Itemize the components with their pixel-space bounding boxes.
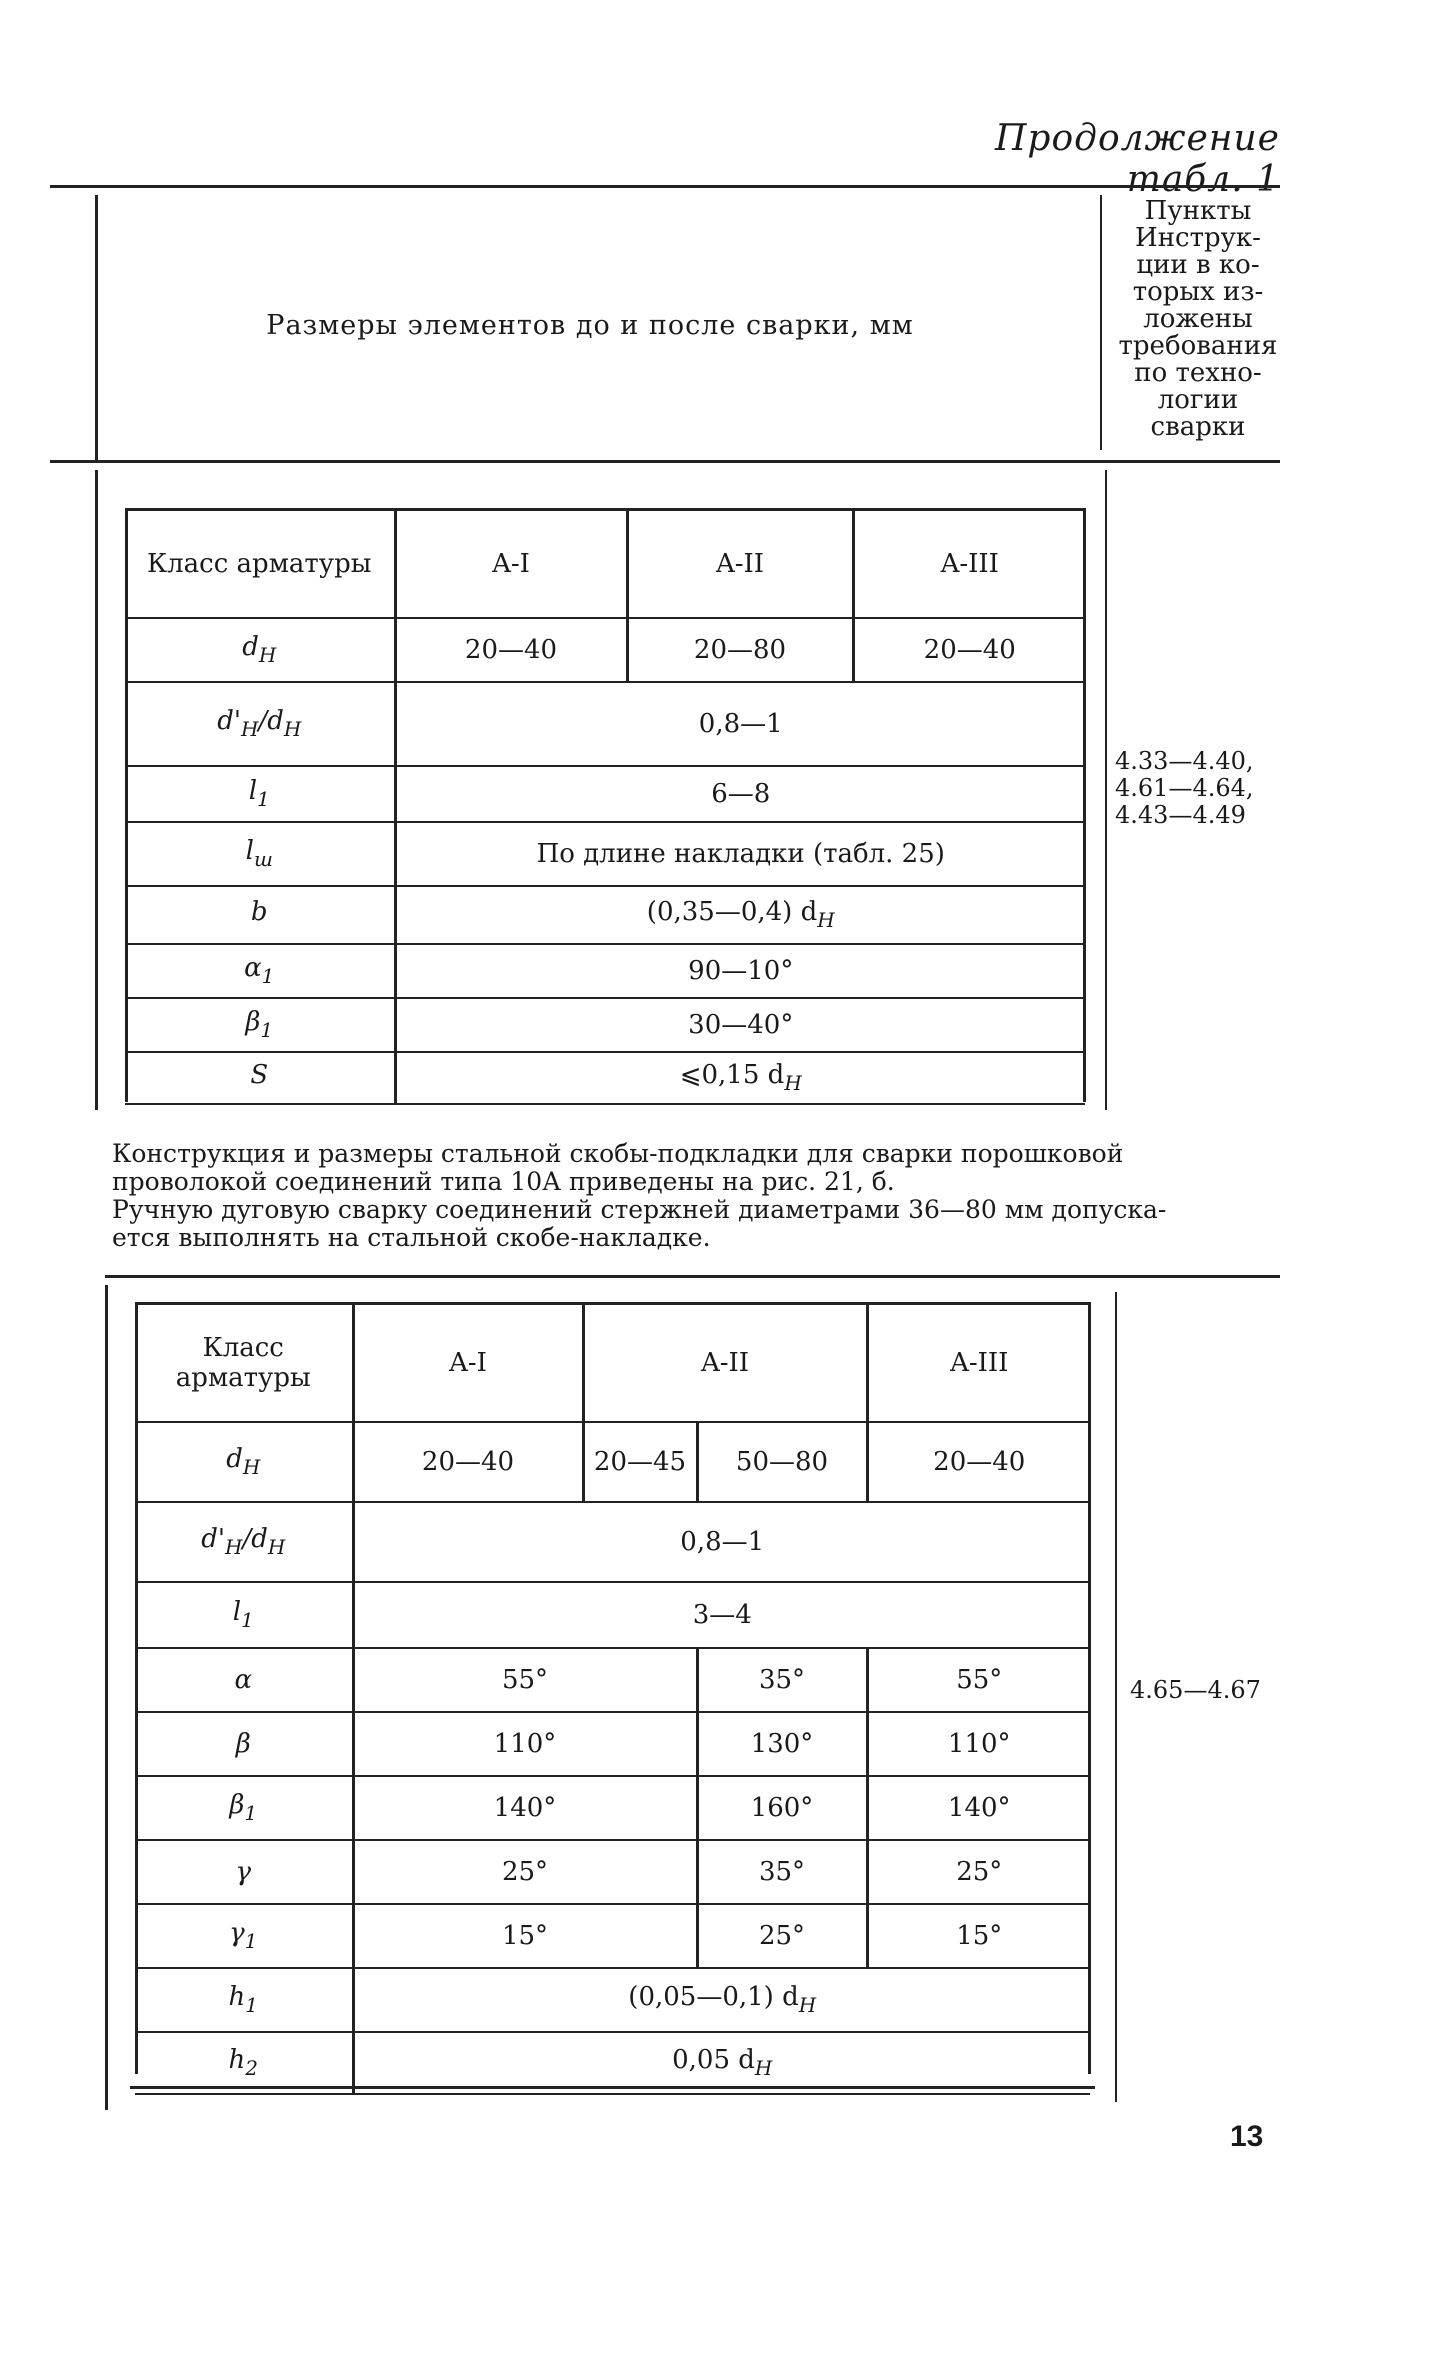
table2-right-border: [1088, 1302, 1091, 2074]
row-label: $l_1$: [135, 1582, 353, 1648]
row-label: $d'_Н/d_Н$: [125, 682, 395, 766]
table2-points: 4.65—4.67: [1130, 1676, 1261, 1704]
cell: 50—80: [697, 1422, 867, 1502]
header-cell: A-III: [867, 1304, 1090, 1422]
cell: По длине накладки (табл. 25): [395, 822, 1085, 886]
row-label: β: [135, 1712, 353, 1776]
section1-left-border: [95, 470, 98, 1110]
row-label: $h_2$: [135, 2032, 353, 2094]
row-label: $\alpha_1$: [125, 944, 395, 998]
top-rule: [50, 185, 1280, 188]
cell: 20—40: [853, 618, 1085, 682]
row-label: $\gamma_1$: [135, 1904, 353, 1968]
cell: 110°: [353, 1712, 697, 1776]
cell: 130°: [697, 1712, 867, 1776]
table1: [125, 508, 1085, 1105]
table-row: [135, 1840, 1090, 1904]
cell: 55°: [867, 1648, 1090, 1712]
header-side-divider: [1100, 195, 1102, 450]
header-cell: A-I: [395, 510, 627, 618]
row-label: b: [125, 886, 395, 944]
cell: 25°: [697, 1904, 867, 1968]
table-row: [125, 886, 1085, 944]
page-number: 13: [1230, 2120, 1264, 2153]
cell: 20—45: [583, 1422, 697, 1502]
table1-left-border: [125, 508, 128, 1102]
cell: 0,8—1: [395, 682, 1085, 766]
text-line: Ручную дуговую сварку соединений стержней диаметрами 36—80 мм допуска-: [112, 1195, 1167, 1224]
row-label: $d'_Н/d_Н$: [135, 1502, 353, 1582]
cell: 3—4: [353, 1582, 1090, 1648]
cell: 160°: [697, 1776, 867, 1840]
header-cell: A-II: [583, 1304, 867, 1422]
table-row: [135, 1904, 1090, 1968]
cell: 6—8: [395, 766, 1085, 822]
text-line: Конструкция и размеры стальной скобы-подкладки для сварки порошковой: [112, 1139, 1124, 1168]
table-row: [125, 944, 1085, 998]
table-row: [135, 1776, 1090, 1840]
row-label: $d_Н$: [125, 618, 395, 682]
table2-left-border: [135, 1302, 138, 2074]
side-line: ложены: [1143, 304, 1253, 334]
row-label: $l_ш$: [125, 822, 395, 886]
row-label: $l_1$: [125, 766, 395, 822]
cell: 20—80: [627, 618, 853, 682]
body-paragraph: [112, 1140, 1282, 1252]
table-row: [135, 1582, 1090, 1648]
header-cell: Класс арматуры: [125, 510, 395, 618]
continuation-title: Продолжение табл. 1: [995, 118, 1280, 200]
row-label: γ: [135, 1840, 353, 1904]
row-label: $\beta_1$: [135, 1776, 353, 1840]
row-label: $h_1$: [135, 1968, 353, 2032]
cell: 55°: [353, 1648, 697, 1712]
header-side-column: [1108, 198, 1288, 441]
cell: 20—40: [867, 1422, 1090, 1502]
cell: 15°: [867, 1904, 1090, 1968]
header-cell: Класс арматуры: [135, 1304, 353, 1422]
side-line: ции в ко-: [1136, 250, 1260, 280]
header-cell: A-II: [627, 510, 853, 618]
cell: (0,05—0,1) $d_Н$: [353, 1968, 1090, 2032]
text-line: ется выполнять на стальной скобе-накладке.: [112, 1223, 711, 1252]
table-row: [135, 2032, 1090, 2094]
text-line: проволокой соединений типа 10А приведены на рис. 21, б.: [112, 1167, 895, 1196]
cell: 0,05 $d_Н$: [353, 2032, 1090, 2094]
cell: 140°: [867, 1776, 1090, 1840]
table2: [135, 1302, 1090, 2095]
header-bottom-rule: [50, 460, 1280, 463]
header-cell: A-III: [853, 510, 1085, 618]
header-cell: A-I: [353, 1304, 583, 1422]
header-left-border: [95, 195, 98, 460]
table-row: [135, 1648, 1090, 1712]
header-main-column: Размеры элементов до и после сварки, мм: [266, 310, 914, 341]
cell: 110°: [867, 1712, 1090, 1776]
cell: 25°: [867, 1840, 1090, 1904]
cell: 90—10°: [395, 944, 1085, 998]
cell: 30—40°: [395, 998, 1085, 1052]
table1-header-row: [125, 510, 1085, 618]
side-line: Инструк-: [1135, 223, 1261, 253]
table-row: [125, 618, 1085, 682]
table2-header-row: [135, 1304, 1090, 1422]
table-row: [125, 682, 1085, 766]
section1-side-divider: [1105, 470, 1107, 1110]
table1-right-border: [1083, 508, 1086, 1102]
table-row: [135, 1422, 1090, 1502]
row-label: $d_Н$: [135, 1422, 353, 1502]
section2-top-rule: [105, 1275, 1280, 1278]
table-row: [125, 822, 1085, 886]
row-label: S: [125, 1052, 395, 1104]
table-row: [125, 766, 1085, 822]
section2-side-divider: [1115, 1292, 1117, 2102]
section2-left-border: [105, 1285, 108, 2110]
table2-bottom-rule: [130, 2086, 1095, 2089]
table-row: [135, 1502, 1090, 1582]
side-line: Пункты: [1144, 196, 1252, 226]
row-label: α: [135, 1648, 353, 1712]
table-row: [125, 998, 1085, 1052]
side-line: торых из-: [1132, 277, 1264, 307]
cell: (0,35—0,4) $d_Н$: [395, 886, 1085, 944]
table-row: [125, 1052, 1085, 1104]
row-label: $\beta_1$: [125, 998, 395, 1052]
side-line: логии: [1157, 385, 1239, 415]
side-line: по техно-: [1134, 358, 1262, 388]
cell: 25°: [353, 1840, 697, 1904]
cell: 20—40: [353, 1422, 583, 1502]
cell: 20—40: [395, 618, 627, 682]
cell: 0,8—1: [353, 1502, 1090, 1582]
cell: 15°: [353, 1904, 697, 1968]
cell: 35°: [697, 1840, 867, 1904]
side-line: сварки: [1150, 412, 1246, 442]
cell: 35°: [697, 1648, 867, 1712]
cell: ⩽0,15 $d_Н$: [395, 1052, 1085, 1104]
table1-points: 4.33—4.40, 4.61—4.64, 4.43—4.49: [1115, 747, 1254, 829]
table-row: [135, 1968, 1090, 2032]
cell: 140°: [353, 1776, 697, 1840]
table-row: [135, 1712, 1090, 1776]
side-line: требования: [1118, 331, 1278, 361]
